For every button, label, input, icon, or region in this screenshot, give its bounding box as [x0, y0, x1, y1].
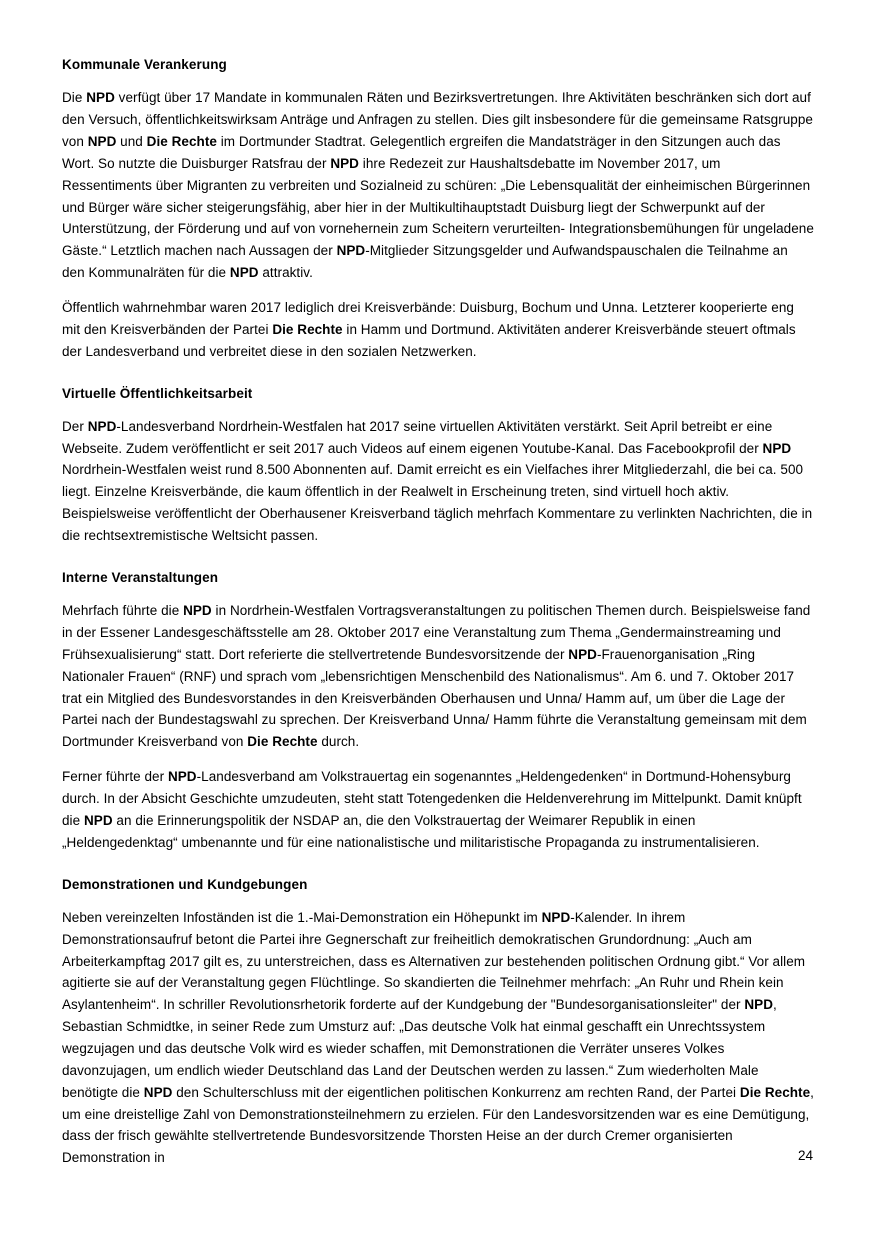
page-content	[62, 56, 814, 1169]
paragraph: Öffentlich wahrnehmbar waren 2017 lediglich drei Kreisverbände: Duisburg, Bochum und Unna. Letzterer kooperierte eng mit den Kreisverbänden der Partei Die Rechte in Hamm und Dortmund. Aktivitäten anderer Kreisverbände steuert oftmals der Landesverband und verbreitet diese in den sozialen Netzwerken.	[62, 299, 796, 359]
section-kommunale-verankerung	[62, 56, 814, 363]
section-virtuelle-oeffentlichkeitsarbeit	[62, 385, 814, 547]
section-heading: Demonstrationen und Kundgebungen	[62, 876, 308, 892]
paragraph: Der NPD-Landesverband Nordrhein-Westfalen hat 2017 seine virtuellen Aktivitäten verstärkt. Seit April betreibt er eine Webseite. Zudem veröffentlicht er seit 2017 auch Videos auf einem eigenen Youtube-Kanal. Das Facebookprofil der NPD Nordrhein-Westfalen weist rund 8.500 Abonnenten auf. Damit erreicht es ein Vielfaches ihrer Mitgliederzahl, die bei ca. 500 liegt. Einzelne Kreisverbände, die kaum öffentlich in der Realwelt in Erscheinung treten, sind virtuell hoch aktiv. Beispielsweise veröffentlicht der Oberhausener Kreisverband täglich mehrfach Kommentare zu verlinkten Nachrichten, die in die rechtsextremistische Weltsicht passen.	[62, 418, 813, 544]
paragraph: Die NPD verfügt über 17 Mandate in kommunalen Räten und Bezirksvertretungen. Ihre Aktivitäten beschränken sich dort auf den Versuch, öffentlichkeitswirksam Anträge und Anfragen zu stellen. Dies gilt insbesondere für die gemeinsame Ratsgruppe von NPD und Die Rechte im Dortmunder Stadtrat. Gelegentlich ergreifen die Mandatsträger in den Sitzungen auch das Wort. So nutzte die Duisburger Ratsfrau der NPD ihre Redezeit zur Haushaltsdebatte im November 2017, um Ressentiments über Migranten zu verbreiten und Sozialneid zu schüren: „Die Lebensqualität der einheimischen Bürgerinnen und Bürger wäre sicher steigerungsfähig, aber hier in der Multikultihauptstadt Duisburg liegt der Schwerpunkt auf der Unterstützung, der Förderung und auf von vornehernein zum Scheitern verurteilten- Integrationsbemühungen für ungeladene Gäste.“ Letztlich machen nach Aussagen der NPD-Mitglieder Sitzungsgelder und Aufwandspauschalen die Teilnahme an den Kommunalräten für die NPD attraktiv.	[62, 90, 814, 281]
section-heading: Virtuelle Öffentlichkeitsarbeit	[62, 385, 253, 401]
page-number: 24	[797, 1147, 813, 1163]
section-demonstrationen-und-kundgebungen	[62, 876, 814, 1170]
section-heading: Kommunale Verankerung	[62, 57, 227, 72]
paragraph: Mehrfach führte die NPD in Nordrhein-Westfalen Vortragsveranstaltungen zu politischen Themen durch. Beispielsweise fand in der Essener Landesgeschäftsstelle am 28. Oktober 2017 eine Veranstaltung zum Thema „Gendermainstreaming und Frühsexualisierung“ statt. Dort referierte die stellvertretende Bundesvorsitzende der NPD-Frauenorganisation „Ring Nationaler Frauen“ (RNF) und sprach vom „lebensrichtigen Menschenbild des Nationalismus“. Am 6. und 7. Oktober 2017 trat ein Mitglied des Bundesvorstandes in den Kreisverbänden Oberhausen und Unna/ Hamm auf, um über die Lage der Partei nach der Bundestagswahl zu sprechen. Der Kreisverband Unna/ Hamm führte die Veranstaltung gemeinsam mit dem Dortmunder Kreisverband von Die Rechte durch.	[62, 603, 811, 750]
section-interne-veranstaltungen	[62, 569, 814, 854]
paragraph: Ferner führte der NPD-Landesverband am Volkstrauertag ein sogenanntes „Heldengedenken“ in Dortmund-Hohensyburg durch. In der Absicht Geschichte umzudeuten, steht statt Totengedenken die Heldenverehrung im Mittelpunkt. Damit knüpft die NPD an die Erinnerungspolitik der NSDAP an, die den Volkstrauertag der Weimarer Republik in einen „Heldengedenktag“ umbenannte und für eine nationalistische und militaristische Propaganda zu instrumentalisieren.	[62, 769, 802, 850]
paragraph: Neben vereinzelten Infoständen ist die 1.-Mai-Demonstration ein Höhepunkt im NPD-Kalender. In ihrem Demonstrationsaufruf betont die Partei ihre Gegnerschaft zur freiheitlich demokratischen Grundordnung: „Auch am Arbeiterkampftag 2017 gilt es, zu unterstreichen, dass es Alternativen zur bestehenden politischen Ordnung gibt.“ Vor allem agitierte sie auf der Veranstaltung gegen Flüchtlinge. So skandierten die Teilnehmer mehrfach: „An Ruhr und Rhein kein Asylantenheim“. In schriller Revolutionsrhetorik forderte auf der Kundgebung der "Bundesorganisationsleiter" der NPD, Sebastian Schmidtke, in seiner Rede zum Umsturz auf: „Das deutsche Volk hat einmal geschafft ein Unrechtssystem wegzujagen und das deutsche Volk wird es wieder schaffen, mit Demonstrationen die Verräter unseres Volkes davonzujagen, um endlich wieder Deutschland das Land der Deutschen werden zu lassen.“ Zum wiederholten Male benötigte die NPD den Schulterschluss mit der eigentlichen politischen Konkurrenz am rechten Rand, der Partei Die Rechte, um eine dreistellige Zahl von Demonstrationsteilnehmern zu erzielen. Für den Landesvorsitzenden war es eine Demütigung, dass der frisch gewählte stellvertretende Bundesvorsitzende Thorsten Heise an der durch Cremer organisierten Demonstration in	[62, 909, 814, 1166]
section-heading: Interne Veranstaltungen	[62, 569, 219, 585]
